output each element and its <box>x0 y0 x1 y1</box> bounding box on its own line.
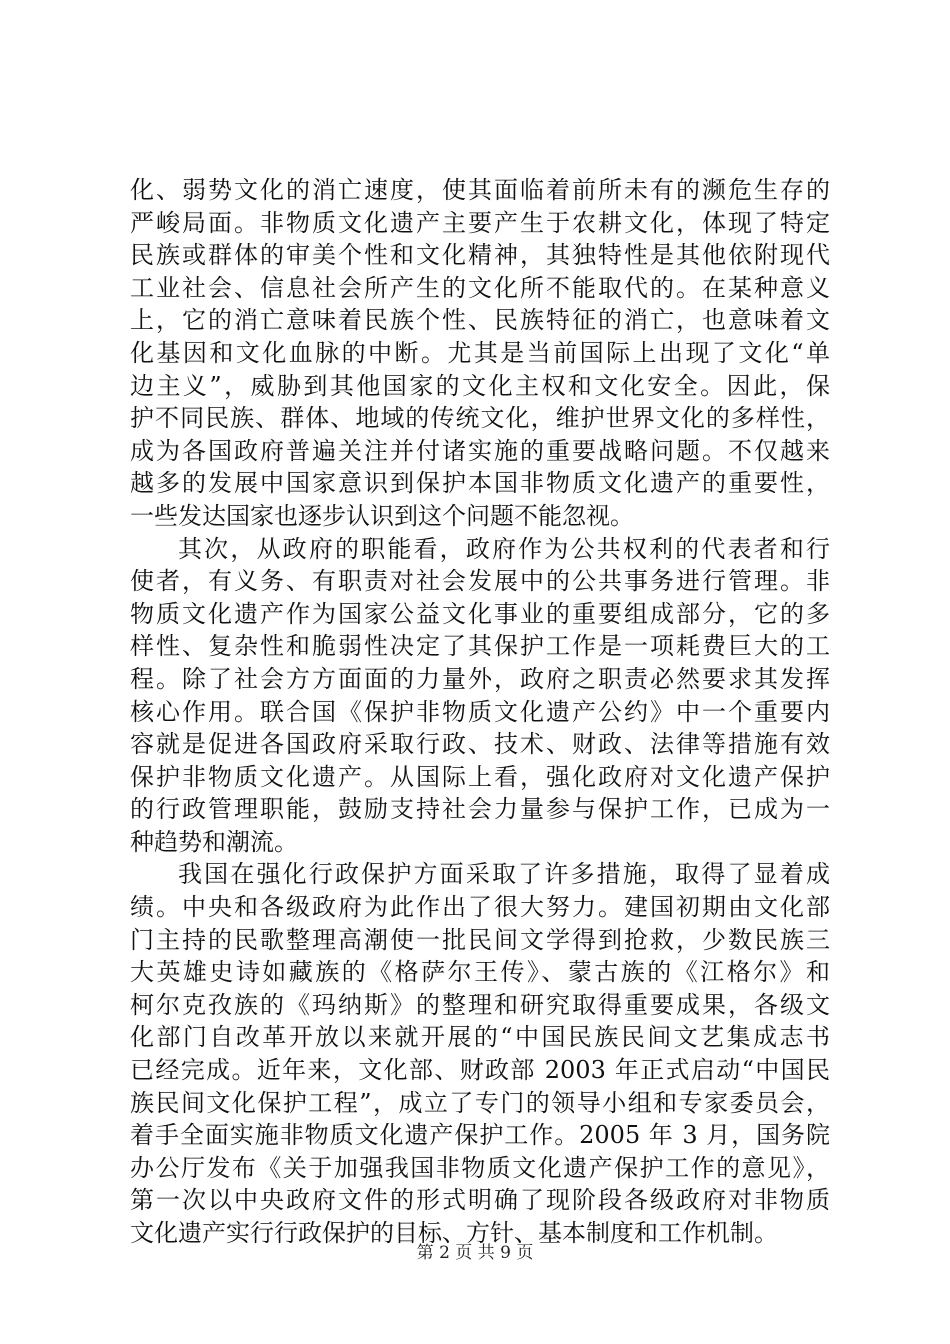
text-line: 物质文化遗产作为国家公益文化事业的重要组成部分，它的多 <box>130 599 830 628</box>
text-line: 一些发达国家也逐步认识到这个问题不能忽视。 <box>130 501 634 530</box>
text-line: 边主义”，威胁到其他国家的文化主权和文化安全。因此，保 <box>130 371 830 400</box>
text-line: 使者，有义务、有职责对社会发展中的公共事务进行管理。非 <box>130 567 830 596</box>
text-line: 已经完成。近年来，文化部、财政部 2003 年正式启动“中国民 <box>130 1056 830 1085</box>
text-line: 核心作用。联合国《保护非物质文化遗产公约》中一个重要内 <box>130 697 830 726</box>
text-line: 大英雄史诗如藏族的《格萨尔王传》、蒙古族的《江格尔》和 <box>130 958 830 987</box>
text-line: 种趋势和潮流。 <box>130 827 298 856</box>
text-line: 上，它的消亡意味着民族个性、民族特征的消亡，也意味着文 <box>130 306 830 335</box>
text-line: 的行政管理职能，鼓励支持社会力量参与保护工作，已成为一 <box>130 795 830 824</box>
text-line: 越多的发展中国家意识到保护本国非物质文化遗产的重要性， <box>130 469 830 498</box>
text-line: 样性、复杂性和脆弱性决定了其保护工作是一项耗费巨大的工 <box>130 632 830 661</box>
text-line: 我国在强化行政保护方面采取了许多措施，取得了显着成 <box>178 860 830 889</box>
text-line: 族民间文化保护工程”，成立了专门的领导小组和专家委员会， <box>130 1088 830 1117</box>
text-line: 门主持的民歌整理高潮使一批民间文学得到抢救，少数民族三 <box>130 925 830 954</box>
paragraph-3 <box>130 858 830 1249</box>
document-body <box>130 174 830 1250</box>
page-number-label: 第 2 页 共 9 页 <box>416 1243 534 1263</box>
paragraph-2 <box>130 533 830 859</box>
text-line: 第一次以中央政府文件的形式明确了现阶段各级政府对非物质 <box>130 1186 830 1215</box>
text-line: 程。除了社会方方面面的力量外，政府之职责必然要求其发挥 <box>130 664 830 693</box>
text-line: 保护非物质文化遗产。从国际上看，强化政府对文化遗产保护 <box>130 762 830 791</box>
paragraph-1 <box>130 174 830 533</box>
text-line: 柯尔克孜族的《玛纳斯》的整理和研究取得重要成果，各级文 <box>130 990 830 1019</box>
text-line: 成为各国政府普遍关注并付诸实施的重要战略问题。不仅越来 <box>130 436 830 465</box>
text-line: 化基因和文化血脉的中断。尤其是当前国际上出现了文化“单 <box>130 338 830 367</box>
text-line: 绩。中央和各级政府为此作出了很大努力。建国初期由文化部 <box>130 893 830 922</box>
text-line: 化、弱势文化的消亡速度，使其面临着前所未有的濒危生存的 <box>130 176 830 204</box>
text-line: 护不同民族、群体、地域的传统文化，维护世界文化的多样性， <box>130 404 830 433</box>
text-line: 民族或群体的审美个性和文化精神，其独特性是其他依附现代 <box>130 241 830 270</box>
text-line: 着手全面实施非物质文化遗产保护工作。2005 年 3 月，国务院 <box>130 1121 830 1150</box>
text-line: 工业社会、信息社会所产生的文化所不能取代的。在某种意义 <box>130 273 830 302</box>
text-line: 严峻局面。非物质文化遗产主要产生于农耕文化，体现了特定 <box>130 208 830 237</box>
text-line: 办公厅发布《关于加强我国非物质文化遗产保护工作的意见》， <box>130 1153 830 1182</box>
text-line: 其次，从政府的职能看，政府作为公共权利的代表者和行 <box>178 534 830 563</box>
text-line: 容就是促进各国政府采取行政、技术、财政、法律等措施有效 <box>130 730 830 759</box>
text-line: 文化遗产实行行政保护的目标、方针、基本制度和工作机制。 <box>130 1219 778 1247</box>
text-line: 化部门自改革开放以来就开展的“中国民族民间文艺集成志书 <box>130 1023 830 1052</box>
page-footer <box>0 1238 950 1263</box>
